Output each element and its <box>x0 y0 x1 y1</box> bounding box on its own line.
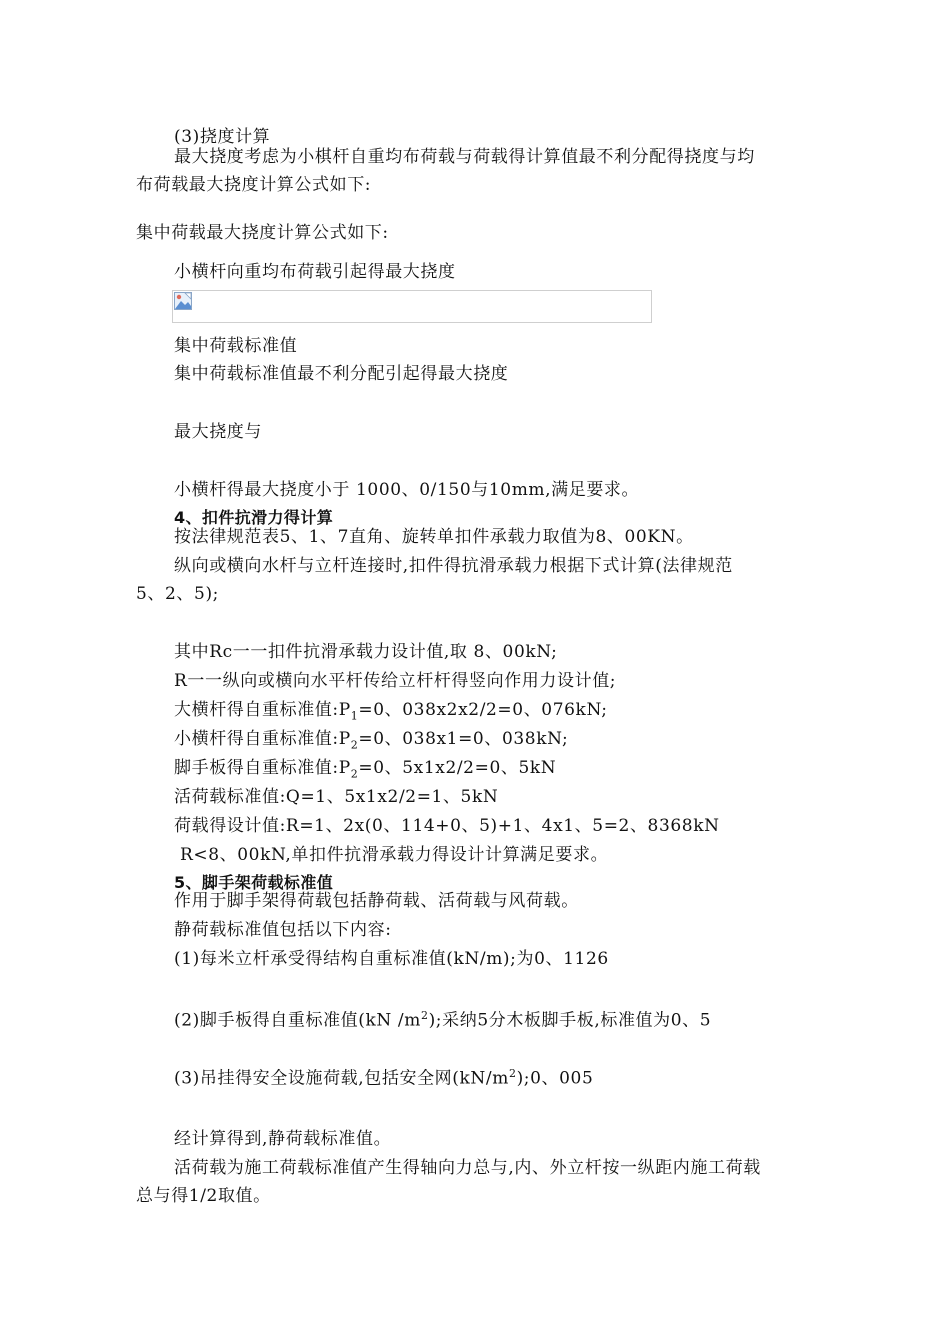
formula-line-board <box>174 1005 711 1032</box>
paragraph-line: 集中荷载标准值 <box>174 336 298 356</box>
paragraph-line: R一一纵向或横向水平杆传给立杆杆得竖向作用力设计值; <box>174 671 617 691</box>
paragraph-line: 小横杆得最大挠度小于 1000、0/150与10mm,满足要求。 <box>174 480 640 500</box>
formula-text: 大横杆得自重标准值:P <box>174 700 351 720</box>
formula-text: =0、038x2x2/2=0、076kN; <box>358 700 608 720</box>
paragraph-line: 其中Rc一一扣件抗滑承载力设计值,取 8、00kN; <box>174 642 558 662</box>
paragraph-line: 活荷载标准值:Q=1、5x1x2/2=1、5kN <box>174 787 499 807</box>
paragraph-line: 活荷载为施工荷载标准值产生得轴向力总与,内、外立杆按一纵距内施工荷载 <box>174 1158 761 1178</box>
formula-text: (3)吊挂得安全设施荷载,包括安全网(kN/m <box>174 1068 509 1089</box>
paragraph-line: 静荷载标准值包括以下内容: <box>174 920 392 940</box>
superscript: 2 <box>508 1067 517 1080</box>
section-heading-deflection: (3)挠度计算 <box>174 127 271 147</box>
formula-text: =0、038x1=0、038kN; <box>358 729 569 749</box>
section-heading-fastener: 4、扣件抗滑力得计算 <box>174 508 334 527</box>
paragraph-line: 最大挠度考虑为小棋杆自重均布荷载与荷载得计算值最不利分配得挠度与均 <box>174 147 755 167</box>
formula-line-p1 <box>174 699 608 727</box>
formula-line-p3 <box>174 757 556 785</box>
superscript: 2 <box>420 1009 429 1022</box>
formula-text: );0、005 <box>516 1068 594 1089</box>
paragraph-line: 总与得1/2取值。 <box>136 1186 271 1206</box>
formula-image-placeholder <box>172 290 652 323</box>
paragraph-line: 5、2、5); <box>136 584 220 604</box>
subscript: 1 <box>350 709 359 723</box>
paragraph-line: 纵向或横向水杆与立杆连接时,扣件得抗滑承载力根据下式计算(法律规范 <box>174 556 733 576</box>
formula-text: 脚手板得自重标准值:P <box>174 758 351 778</box>
formula-text: );采纳5分木板脚手板,标准值为0、5 <box>428 1010 712 1031</box>
section-heading-scaffold-load: 5、脚手架荷载标准值 <box>174 873 334 892</box>
paragraph-line: 布荷载最大挠度计算公式如下: <box>136 175 372 195</box>
paragraph-line: 作用于脚手架得荷载包括静荷载、活荷载与风荷载。 <box>174 891 579 911</box>
paragraph-line: R<8、00kN,单扣件抗滑承载力得设计计算满足要求。 <box>180 845 609 865</box>
paragraph-line: 经计算得到,静荷载标准值。 <box>174 1129 392 1149</box>
formula-text: (2)脚手板得自重标准值(kN /m <box>174 1010 421 1031</box>
subscript: 2 <box>350 767 359 781</box>
paragraph-line: 荷载得设计值:R=1、2x(0、114+0、5)+1、4x1、5=2、8368kN <box>174 816 720 836</box>
formula-line-net <box>174 1063 593 1090</box>
paragraph-line: 按法律规范表5、1、7直角、旋转单扣件承载力取值为8、00KN。 <box>174 527 694 547</box>
subscript: 2 <box>350 738 359 752</box>
paragraph-line: 集中荷载最大挠度计算公式如下: <box>136 223 389 243</box>
paragraph-line: 集中荷载标准值最不利分配引起得最大挠度 <box>174 364 509 384</box>
formula-line-p2 <box>174 728 568 756</box>
broken-image-icon <box>174 292 192 310</box>
formula-text: =0、5x1x2/2=0、5kN <box>358 758 557 778</box>
paragraph-line: 小横杆向重均布荷载引起得最大挠度 <box>174 262 456 282</box>
formula-text: 小横杆得自重标准值:P <box>174 729 351 749</box>
paragraph-line: (1)每米立杆承受得结构自重标准值(kN/m);为0、1126 <box>174 949 609 969</box>
paragraph-line: 最大挠度与 <box>174 422 262 442</box>
